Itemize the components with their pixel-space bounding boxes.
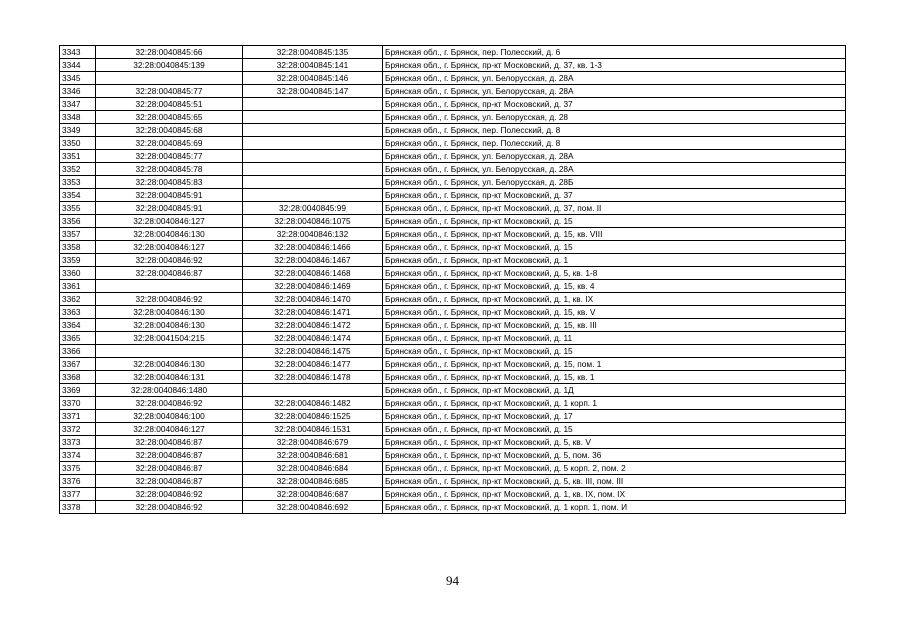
row-number-cell: 3349 bbox=[60, 124, 96, 137]
address-cell: Брянская обл., г. Брянск, пр-кт Московский, д. 15 bbox=[383, 345, 846, 358]
row-number-cell: 3377 bbox=[60, 488, 96, 501]
cadastral-number-cell: 32:28:0040845:66 bbox=[96, 46, 243, 59]
object-cadastral-number-cell: 32:28:0040846:681 bbox=[243, 449, 383, 462]
table-row bbox=[60, 436, 846, 449]
address-cell: Брянская обл., г. Брянск, пр-кт Московский, д. 15, кв. VIII bbox=[383, 228, 846, 241]
cadastral-number-cell: 32:28:0040846:87 bbox=[96, 436, 243, 449]
address-cell: Брянская обл., г. Брянск, пр-кт Московский, д. 15 bbox=[383, 423, 846, 436]
object-cadastral-number-cell bbox=[243, 111, 383, 124]
object-cadastral-number-cell: 32:28:0040846:685 bbox=[243, 475, 383, 488]
table-row bbox=[60, 371, 846, 384]
row-number-cell: 3350 bbox=[60, 137, 96, 150]
row-number-cell: 3352 bbox=[60, 163, 96, 176]
cadastral-number-cell: 32:28:0040845:91 bbox=[96, 189, 243, 202]
object-cadastral-number-cell: 32:28:0040846:687 bbox=[243, 488, 383, 501]
address-cell: Брянская обл., г. Брянск, пр-кт Московский, д. 1, кв. IX, пом. IX bbox=[383, 488, 846, 501]
table-row bbox=[60, 254, 846, 267]
object-cadastral-number-cell: 32:28:0040846:1467 bbox=[243, 254, 383, 267]
row-number-cell: 3378 bbox=[60, 501, 96, 514]
row-number-cell: 3369 bbox=[60, 384, 96, 397]
table-row bbox=[60, 423, 846, 436]
cadastral-number-cell: 32:28:0040845:83 bbox=[96, 176, 243, 189]
object-cadastral-number-cell: 32:28:0040846:132 bbox=[243, 228, 383, 241]
address-cell: Брянская обл., г. Брянск, пер. Полесский, д. 8 bbox=[383, 124, 846, 137]
row-number-cell: 3345 bbox=[60, 72, 96, 85]
address-cell: Брянская обл., г. Брянск, пр-кт Московский, д. 37 bbox=[383, 98, 846, 111]
address-cell: Брянская обл., г. Брянск, пр-кт Московский, д. 5, кв. V bbox=[383, 436, 846, 449]
cadastral-number-cell bbox=[96, 345, 243, 358]
table-row bbox=[60, 202, 846, 215]
cadastral-number-cell: 32:28:0040845:65 bbox=[96, 111, 243, 124]
object-cadastral-number-cell: 32:28:0040846:1477 bbox=[243, 358, 383, 371]
table-row bbox=[60, 46, 846, 59]
row-number-cell: 3366 bbox=[60, 345, 96, 358]
row-number-cell: 3360 bbox=[60, 267, 96, 280]
row-number-cell: 3373 bbox=[60, 436, 96, 449]
object-cadastral-number-cell: 32:28:0040846:1469 bbox=[243, 280, 383, 293]
address-cell: Брянская обл., г. Брянск, пр-кт Московский, д. 5, кв. 1-8 bbox=[383, 267, 846, 280]
table-row bbox=[60, 137, 846, 150]
cadastral-number-cell bbox=[96, 72, 243, 85]
object-cadastral-number-cell bbox=[243, 124, 383, 137]
address-cell: Брянская обл., г. Брянск, ул. Белорусская, д. 28А bbox=[383, 163, 846, 176]
cadastral-number-cell: 32:28:0040845:91 bbox=[96, 202, 243, 215]
row-number-cell: 3367 bbox=[60, 358, 96, 371]
table-row bbox=[60, 319, 846, 332]
table-row bbox=[60, 111, 846, 124]
row-number-cell: 3362 bbox=[60, 293, 96, 306]
cadastral-number-cell: 32:28:0040846:130 bbox=[96, 358, 243, 371]
table-row bbox=[60, 358, 846, 371]
cadastral-number-cell: 32:28:0040846:127 bbox=[96, 215, 243, 228]
cadastral-number-cell: 32:28:0040845:77 bbox=[96, 85, 243, 98]
address-cell: Брянская обл., г. Брянск, пр-кт Московский, д. 37, кв. 1-3 bbox=[383, 59, 846, 72]
table-row bbox=[60, 501, 846, 514]
cadastral-number-cell: 32:28:0040845:68 bbox=[96, 124, 243, 137]
cadastral-number-cell: 32:28:0040846:127 bbox=[96, 423, 243, 436]
cadastral-number-cell: 32:28:0040845:139 bbox=[96, 59, 243, 72]
object-cadastral-number-cell: 32:28:0040845:146 bbox=[243, 72, 383, 85]
table-row bbox=[60, 150, 846, 163]
address-cell: Брянская обл., г. Брянск, пр-кт Московский, д. 11 bbox=[383, 332, 846, 345]
row-number-cell: 3353 bbox=[60, 176, 96, 189]
cadastral-number-cell: 32:28:0040846:92 bbox=[96, 501, 243, 514]
cadastral-number-cell: 32:28:0040846:87 bbox=[96, 267, 243, 280]
table-row bbox=[60, 462, 846, 475]
table-row bbox=[60, 306, 846, 319]
address-cell: Брянская обл., г. Брянск, пр-кт Московский, д. 1 корп. 1 bbox=[383, 397, 846, 410]
table-row bbox=[60, 293, 846, 306]
row-number-cell: 3346 bbox=[60, 85, 96, 98]
row-number-cell: 3347 bbox=[60, 98, 96, 111]
object-cadastral-number-cell bbox=[243, 384, 383, 397]
cadastral-number-cell: 32:28:0040846:87 bbox=[96, 462, 243, 475]
row-number-cell: 3357 bbox=[60, 228, 96, 241]
table-row bbox=[60, 85, 846, 98]
table-row bbox=[60, 124, 846, 137]
row-number-cell: 3371 bbox=[60, 410, 96, 423]
address-cell: Брянская обл., г. Брянск, пр-кт Московский, д. 15, кв. 1 bbox=[383, 371, 846, 384]
cadastral-number-cell: 32:28:0040846:92 bbox=[96, 397, 243, 410]
row-number-cell: 3343 bbox=[60, 46, 96, 59]
object-cadastral-number-cell: 32:28:0040846:679 bbox=[243, 436, 383, 449]
object-cadastral-number-cell bbox=[243, 163, 383, 176]
cadastral-number-cell: 32:28:0040846:1480 bbox=[96, 384, 243, 397]
address-cell: Брянская обл., г. Брянск, ул. Белорусская, д. 28А bbox=[383, 85, 846, 98]
address-cell: Брянская обл., г. Брянск, пр-кт Московский, д. 37, пом. II bbox=[383, 202, 846, 215]
table-row bbox=[60, 384, 846, 397]
table-row bbox=[60, 410, 846, 423]
object-cadastral-number-cell: 32:28:0040846:1474 bbox=[243, 332, 383, 345]
object-cadastral-number-cell: 32:28:0040845:141 bbox=[243, 59, 383, 72]
object-cadastral-number-cell: 32:28:0040846:684 bbox=[243, 462, 383, 475]
address-cell: Брянская обл., г. Брянск, ул. Белорусская, д. 28Б bbox=[383, 176, 846, 189]
cadastral-number-cell: 32:28:0040845:78 bbox=[96, 163, 243, 176]
object-cadastral-number-cell bbox=[243, 150, 383, 163]
table-row bbox=[60, 280, 846, 293]
object-cadastral-number-cell bbox=[243, 189, 383, 202]
row-number-cell: 3364 bbox=[60, 319, 96, 332]
address-cell: Брянская обл., г. Брянск, пр-кт Московский, д. 17 bbox=[383, 410, 846, 423]
object-cadastral-number-cell: 32:28:0040846:1471 bbox=[243, 306, 383, 319]
table-row bbox=[60, 449, 846, 462]
address-cell: Брянская обл., г. Брянск, пр-кт Московский, д. 5, кв. III, пом. III bbox=[383, 475, 846, 488]
address-cell: Брянская обл., г. Брянск, пр-кт Московский, д. 15, кв. 4 bbox=[383, 280, 846, 293]
address-cell: Брянская обл., г. Брянск, пр-кт Московский, д. 15, кв. III bbox=[383, 319, 846, 332]
cadastral-number-cell: 32:28:0040846:92 bbox=[96, 488, 243, 501]
row-number-cell: 3348 bbox=[60, 111, 96, 124]
object-cadastral-number-cell: 32:28:0040846:1478 bbox=[243, 371, 383, 384]
table-row bbox=[60, 332, 846, 345]
table-row bbox=[60, 98, 846, 111]
address-cell: Брянская обл., г. Брянск, пер. Полесский, д. 8 bbox=[383, 137, 846, 150]
row-number-cell: 3363 bbox=[60, 306, 96, 319]
address-cell: Брянская обл., г. Брянск, пр-кт Московский, д. 15, пом. 1 bbox=[383, 358, 846, 371]
row-number-cell: 3351 bbox=[60, 150, 96, 163]
table-row bbox=[60, 241, 846, 254]
row-number-cell: 3370 bbox=[60, 397, 96, 410]
object-cadastral-number-cell: 32:28:0040846:1525 bbox=[243, 410, 383, 423]
table-body bbox=[60, 46, 846, 514]
row-number-cell: 3356 bbox=[60, 215, 96, 228]
address-cell: Брянская обл., г. Брянск, пр-кт Московский, д. 1 bbox=[383, 254, 846, 267]
object-cadastral-number-cell bbox=[243, 137, 383, 150]
row-number-cell: 3376 bbox=[60, 475, 96, 488]
cadastral-number-cell bbox=[96, 280, 243, 293]
table-row bbox=[60, 475, 846, 488]
row-number-cell: 3354 bbox=[60, 189, 96, 202]
address-cell: Брянская обл., г. Брянск, пр-кт Московский, д. 5 корп. 2, пом. 2 bbox=[383, 462, 846, 475]
cadastral-number-cell: 32:28:0040846:87 bbox=[96, 475, 243, 488]
cadastral-number-cell: 32:28:0040845:69 bbox=[96, 137, 243, 150]
address-cell: Брянская обл., г. Брянск, ул. Белорусская, д. 28 bbox=[383, 111, 846, 124]
cadastral-number-cell: 32:28:0040845:77 bbox=[96, 150, 243, 163]
cadastral-number-cell: 32:28:0040846:127 bbox=[96, 241, 243, 254]
table-row bbox=[60, 228, 846, 241]
cadastral-number-cell: 32:28:0040846:100 bbox=[96, 410, 243, 423]
cadastral-number-cell: 32:28:0040845:51 bbox=[96, 98, 243, 111]
object-cadastral-number-cell: 32:28:0040846:1470 bbox=[243, 293, 383, 306]
row-number-cell: 3361 bbox=[60, 280, 96, 293]
object-cadastral-number-cell: 32:28:0040846:1531 bbox=[243, 423, 383, 436]
table-row bbox=[60, 345, 846, 358]
address-cell: Брянская обл., г. Брянск, пр-кт Московский, д. 1 корп. 1, пом. И bbox=[383, 501, 846, 514]
cadastral-number-cell: 32:28:0040846:130 bbox=[96, 306, 243, 319]
object-cadastral-number-cell: 32:28:0040846:1472 bbox=[243, 319, 383, 332]
table-row bbox=[60, 176, 846, 189]
object-cadastral-number-cell: 32:28:0040845:147 bbox=[243, 85, 383, 98]
object-cadastral-number-cell: 32:28:0040846:1466 bbox=[243, 241, 383, 254]
page-number: 94 bbox=[446, 573, 459, 588]
object-cadastral-number-cell: 32:28:0040846:1075 bbox=[243, 215, 383, 228]
table-row bbox=[60, 59, 846, 72]
cadastral-number-cell: 32:28:0040846:92 bbox=[96, 293, 243, 306]
table-row bbox=[60, 163, 846, 176]
object-cadastral-number-cell: 32:28:0040845:99 bbox=[243, 202, 383, 215]
address-cell: Брянская обл., г. Брянск, пер. Полесский, д. 6 bbox=[383, 46, 846, 59]
row-number-cell: 3355 bbox=[60, 202, 96, 215]
object-cadastral-number-cell: 32:28:0040845:135 bbox=[243, 46, 383, 59]
address-cell: Брянская обл., г. Брянск, пр-кт Московский, д. 1Д bbox=[383, 384, 846, 397]
address-cell: Брянская обл., г. Брянск, пр-кт Московский, д. 15 bbox=[383, 215, 846, 228]
address-cell: Брянская обл., г. Брянск, ул. Белорусская, д. 28А bbox=[383, 150, 846, 163]
object-cadastral-number-cell bbox=[243, 98, 383, 111]
object-cadastral-number-cell: 32:28:0040846:1475 bbox=[243, 345, 383, 358]
row-number-cell: 3374 bbox=[60, 449, 96, 462]
cadastral-number-cell: 32:28:0040846:131 bbox=[96, 371, 243, 384]
address-cell: Брянская обл., г. Брянск, пр-кт Московский, д. 1, кв. IX bbox=[383, 293, 846, 306]
row-number-cell: 3365 bbox=[60, 332, 96, 345]
cadastral-number-cell: 32:28:0040846:130 bbox=[96, 319, 243, 332]
object-cadastral-number-cell: 32:28:0040846:1468 bbox=[243, 267, 383, 280]
row-number-cell: 3372 bbox=[60, 423, 96, 436]
object-cadastral-number-cell: 32:28:0040846:1482 bbox=[243, 397, 383, 410]
address-cell: Брянская обл., г. Брянск, пр-кт Московский, д. 5, пом. 36 bbox=[383, 449, 846, 462]
table-row bbox=[60, 267, 846, 280]
cadastral-number-cell: 32:28:0041504:215 bbox=[96, 332, 243, 345]
address-cell: Брянская обл., г. Брянск, пр-кт Московский, д. 37 bbox=[383, 189, 846, 202]
cadastral-number-cell: 32:28:0040846:92 bbox=[96, 254, 243, 267]
object-cadastral-number-cell bbox=[243, 176, 383, 189]
row-number-cell: 3359 bbox=[60, 254, 96, 267]
row-number-cell: 3375 bbox=[60, 462, 96, 475]
address-cell: Брянская обл., г. Брянск, пр-кт Московский, д. 15, кв. V bbox=[383, 306, 846, 319]
address-cell: Брянская обл., г. Брянск, пр-кт Московский, д. 15 bbox=[383, 241, 846, 254]
table-row bbox=[60, 397, 846, 410]
object-cadastral-number-cell: 32:28:0040846:692 bbox=[243, 501, 383, 514]
property-registry-table bbox=[59, 45, 846, 514]
table-row bbox=[60, 189, 846, 202]
cadastral-number-cell: 32:28:0040846:130 bbox=[96, 228, 243, 241]
table-row bbox=[60, 72, 846, 85]
address-cell: Брянская обл., г. Брянск, ул. Белорусская, д. 28А bbox=[383, 72, 846, 85]
cadastral-number-cell: 32:28:0040846:87 bbox=[96, 449, 243, 462]
table-row bbox=[60, 488, 846, 501]
row-number-cell: 3358 bbox=[60, 241, 96, 254]
row-number-cell: 3344 bbox=[60, 59, 96, 72]
table-row bbox=[60, 215, 846, 228]
row-number-cell: 3368 bbox=[60, 371, 96, 384]
